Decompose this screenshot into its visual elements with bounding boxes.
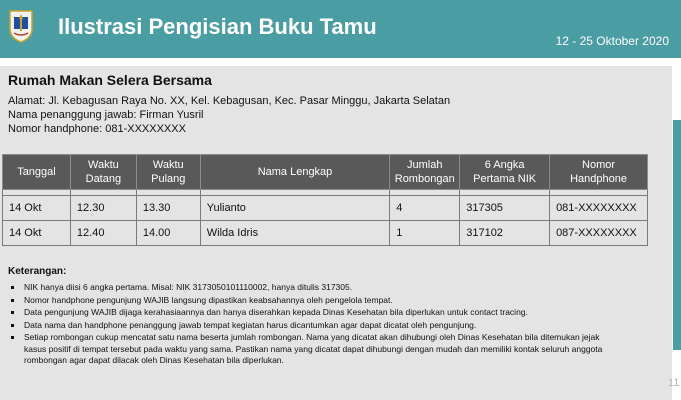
table-cell: Yulianto [200,196,389,221]
note-item: Nomor handphone pengunjung WAJIB langsung dipastikan keabsahannya oleh pengelola tempat. [10,295,620,307]
restaurant-name: Rumah Makan Selera Bersama [8,72,212,88]
table-row [3,221,648,246]
column-header: Nomor Handphone [550,155,648,190]
restaurant-address: Alamat: Jl. Kebagusan Raya No. XX, Kel. Kebagusan, Kec. Pasar Minggu, Jakarta Selatan [8,95,451,107]
table-cell: 081-XXXXXXXX [550,196,648,221]
column-header: Nama Lengkap [200,155,389,190]
table-cell: 14.00 [136,221,200,246]
header-divider [0,58,681,66]
table-cell: 1 [390,221,460,246]
table-cell: 14 Okt [3,221,71,246]
jakarta-emblem-icon [8,9,34,43]
column-header: Jumlah Rombongan [390,155,460,190]
side-accent-bar [673,120,681,350]
restaurant-phone: Nomor handphone: 081-XXXXXXXX [8,123,186,135]
column-header: Waktu Pulang [136,155,200,190]
note-item: Data nama dan handphone penanggung jawab tempat kegiatan harus dicantumkan agar dapat dicatat oleh pengunjung. [10,320,620,332]
table-cell: 317102 [460,221,550,246]
table-cell: 12.30 [70,196,136,221]
column-header: Tanggal [3,155,71,190]
notes-title: Keterangan: [8,266,67,277]
table-cell: Wilda Idris [200,221,389,246]
page-title: Ilustrasi Pengisian Buku Tamu [58,14,377,39]
note-item: Data pengunjung WAJIB dijaga kerahasiaannya dan hanya diserahkan kepada Dinas Kesehatan bila diperlukan untuk contact tracing. [10,307,620,319]
notes-list [10,282,620,368]
table-header-row [3,155,648,190]
header-bar [0,0,681,58]
note-item: NIK hanya diisi 6 angka pertama. Misal: NIK 3173050101110002, hanya ditulis 317305. [10,282,620,294]
table-cell: 14 Okt [3,196,71,221]
table-row [3,196,648,221]
page-number: 11 [668,377,680,389]
table-cell: 087-XXXXXXXX [550,221,648,246]
column-header: 6 Angka Pertama NIK [460,155,550,190]
column-header: Waktu Datang [70,155,136,190]
date-range: 12 - 25 Oktober 2020 [555,34,669,48]
note-item: Setiap rombongan cukup mencatat satu nama beserta jumlah rombongan. Nama yang dicatat akan dihubungi oleh Dinas Kesehatan bila ditemukan jejak kasus positif di tempat tersebut pada waktu yang sama. Pastikan nama yang dicatat dapat dihubungi dengan mudah dan memiliki kontak seluruh anggota rombongan agar dapat dilacak oleh Dinas Kesehatan bila diperlukan. [10,332,620,367]
table-cell: 4 [390,196,460,221]
responsible-person: Nama penanggung jawab: Firman Yusril [8,109,204,121]
guestbook-table [2,154,648,246]
table-cell: 317305 [460,196,550,221]
table-cell: 13.30 [136,196,200,221]
table-cell: 12.40 [70,221,136,246]
